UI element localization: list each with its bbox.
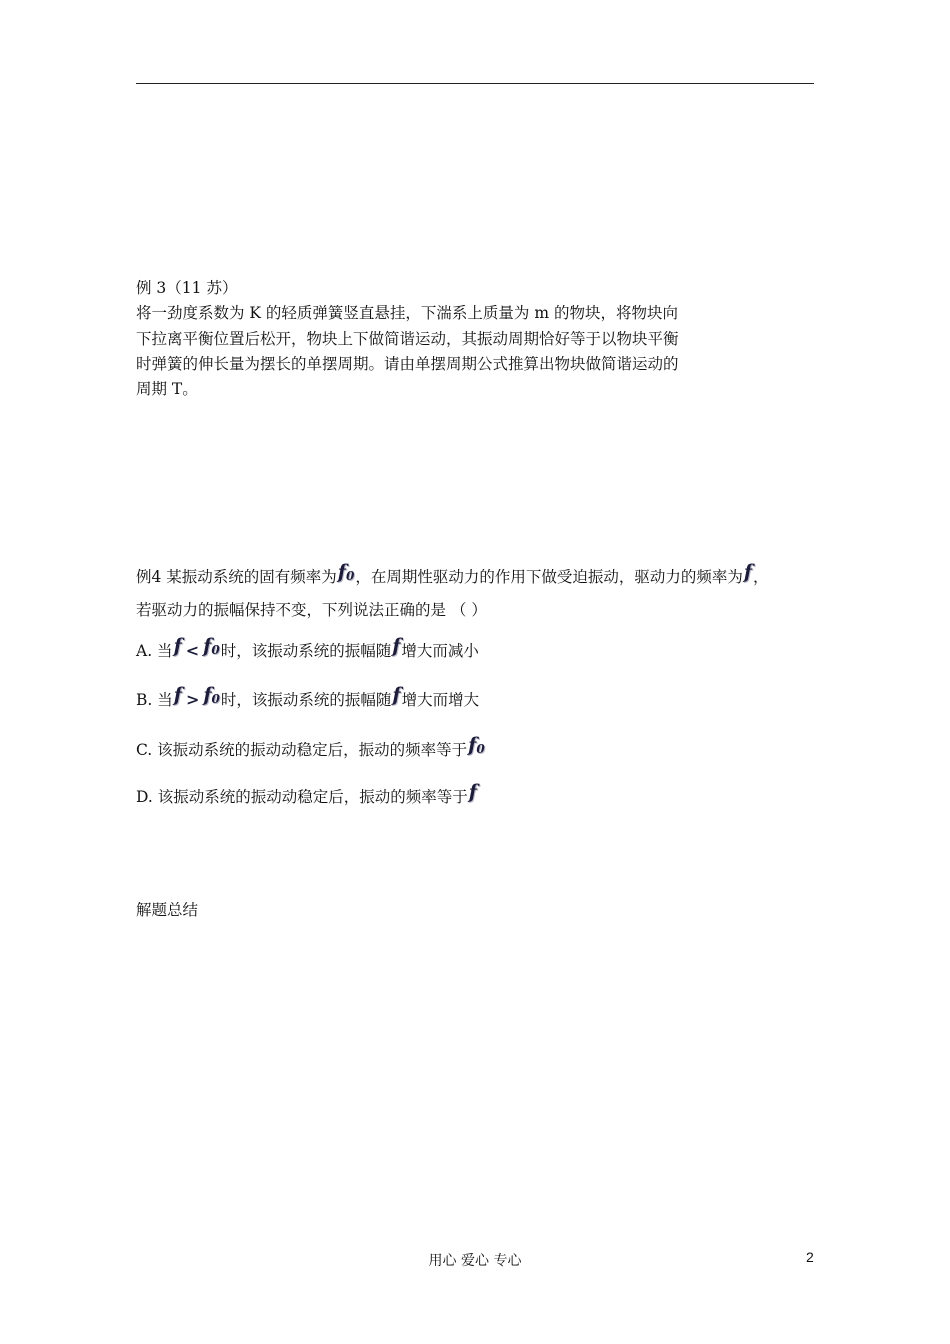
option-b-label: B. 当: [136, 691, 173, 709]
f-symbol: f: [392, 684, 401, 706]
option-c-label: C. 该振动系统的振动动稳定后，振动的频率等于: [136, 741, 468, 759]
option-a: [136, 636, 479, 661]
f0-symbol: $f_0$: [203, 684, 220, 706]
option-b-mid: 时，该振动系统的振幅随: [220, 691, 392, 709]
example4-stem-text-c: ，: [753, 568, 769, 586]
example4-stem-text-a: 例4 某振动系统的固有频率为: [136, 568, 337, 586]
option-d-label: D. 该振动系统的振动动稳定后，振动的频率等于: [136, 788, 468, 806]
option-a-mid: 时，该振动系统的振幅随: [220, 642, 392, 660]
less-than-sign: <: [185, 641, 200, 660]
greater-than-sign: >: [185, 690, 200, 709]
option-a-end: 增大而减小: [401, 642, 479, 660]
example3-line-3: 时弹簧的伸长量为摆长的单摆周期。请由单摆周期公式推算出物块做简谐运动的: [136, 355, 679, 373]
option-b: [136, 685, 479, 710]
f-symbol: f: [468, 781, 477, 803]
option-c: [136, 735, 486, 760]
f-symbol: f: [743, 561, 753, 583]
f0-symbol: $f_0$: [468, 734, 485, 756]
option-d: [136, 782, 478, 807]
page-number: 2: [806, 1249, 814, 1265]
example3-line-1: 将一劲度系数为 K 的轻质弹簧竖直悬挂，下湍系上质量为 m 的物块，将物块向: [136, 304, 678, 322]
f-symbol: f: [173, 635, 182, 657]
example3-heading: 例 3（11 苏）: [136, 279, 238, 297]
f-symbol: f: [392, 635, 401, 657]
option-a-label: A. 当: [136, 642, 173, 660]
f-symbol: f: [173, 684, 182, 706]
option-b-end: 增大而增大: [401, 691, 480, 709]
example4-stem-line-2: 若驱动力的振幅保持不变，下列说法正确的是 （ ）: [136, 601, 487, 619]
example4-stem: [136, 562, 769, 587]
example3-line-4: 周期 T。: [136, 380, 198, 398]
example3-line-2: 下拉离平衡位置后松开，物块上下做简谐运动，其振动周期恰好等于以物块平衡: [136, 330, 679, 348]
page-footer: 用心 爱心 专心: [428, 1253, 522, 1269]
header-rule: [136, 83, 814, 84]
f0-symbol: $f_0$: [203, 635, 220, 657]
summary-heading: 解题总结: [136, 901, 199, 919]
example4-stem-text-b: ，在周期性驱动力的作用下做受迫振动，驱动力的频率为: [355, 568, 743, 586]
f0-symbol: $f_0$: [337, 561, 355, 583]
